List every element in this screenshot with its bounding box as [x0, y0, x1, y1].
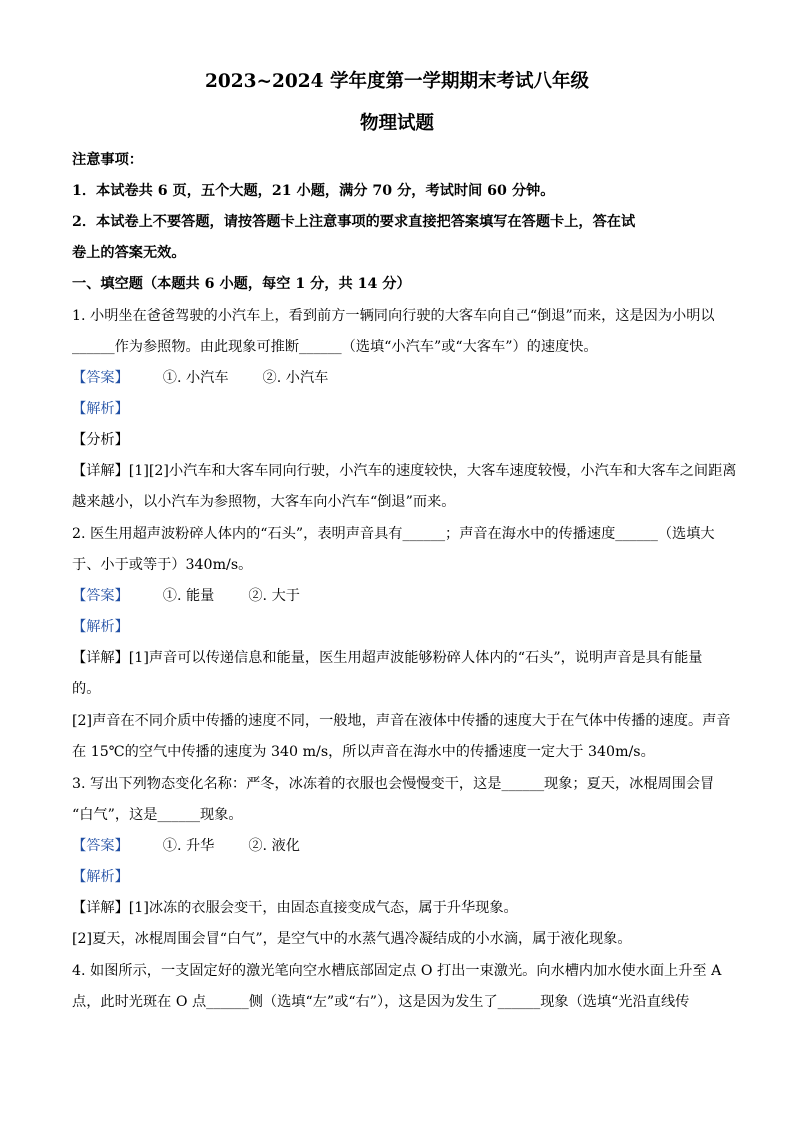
q3-answer-1: ①. 升华 — [162, 838, 215, 854]
q3-answer-2: ②. 液化 — [248, 838, 300, 854]
detail-tag: 【详解】 — [72, 900, 129, 916]
q2-detail-line-1 — [72, 648, 703, 668]
detail-tag: 【详解】 — [72, 463, 129, 479]
q1-answer-2: ②. 小汽车 — [262, 370, 329, 386]
section-1-heading: 一、填空题（本题共 6 小题，每空 1 分，共 14 分） — [72, 276, 411, 292]
q2-detail-line-4: 在 15℃的空气中传播的速度为 340 m/s，所以声音在海水中的传播速度一定大于 340m/s。 — [72, 744, 655, 760]
q2-answer-1: ①. 能量 — [162, 588, 215, 604]
q3-line-1: 3. 写出下列物态变化名称：严冬，冰冻着的衣服也会慢慢变干，这是______现象；夏天，冰棍周围会冒 — [72, 776, 715, 792]
q2-answer-row — [72, 586, 300, 606]
notice-item-1: 1．本试卷共 6 页，五个大题，21 小题，满分 70 分，考试时间 60 分钟。 — [72, 183, 555, 199]
detail-tag: 【详解】 — [72, 650, 129, 666]
exam-title: 2023~2024 学年度第一学期期末考试八年级 — [205, 71, 589, 92]
analysis-tag: 【解析】 — [72, 619, 129, 635]
q1-answer-row — [72, 368, 328, 388]
q3-detail-line-1 — [72, 898, 518, 918]
exam-subtitle: 物理试题 — [359, 113, 434, 134]
answer-tag: 【答案】 — [72, 838, 129, 854]
q4-line-1: 4. 如图所示，一支固定好的激光笔向空水槽底部固定点 O 打出一束激光。向水槽内加水使水面上升至 A — [72, 963, 722, 979]
q1-detail-line-1 — [72, 461, 736, 481]
q4-line-2: 点，此时光斑在 O 点______侧（选填“左”或“右”），这是因为发生了______现象（选填“光沿直线传 — [72, 994, 690, 1010]
fenxi-tag: 【分析】 — [72, 432, 129, 448]
answer-tag: 【答案】 — [72, 370, 129, 386]
q3-detail-line-2: [2]夏天，冰棍周围会冒“白气”，是空气中的水蒸气遇冷凝结成的小水滴，属于液化现象。 — [72, 931, 632, 947]
notice-item-2-line2: 卷上的答案无效。 — [72, 245, 186, 261]
q3-line-2: “白气”，这是______现象。 — [72, 807, 243, 823]
q3-answer-row — [72, 836, 300, 856]
q2-line-2: 于、小于或等于）340m/s。 — [72, 557, 253, 573]
q2-detail-line-3: [2]声音在不同介质中传播的速度不同，一般地，声音在液体中传播的速度大于在气体中传播的速度。声音 — [72, 713, 731, 729]
q1-detail-text: [1][2]小汽车和大客车同向行驶，小汽车的速度较快，大客车速度较慢，小汽车和大客车之间距离 — [128, 463, 737, 479]
q3-detail-text: [1]冰冻的衣服会变干，由固态直接变成气态，属于升华现象。 — [128, 900, 518, 916]
analysis-tag: 【解析】 — [72, 869, 129, 885]
q1-line-2: ______作为参照物。由此现象可推断______（选填“小汽车”或“大客车”）的速度快。 — [72, 339, 598, 355]
notice-heading: 注意事项： — [72, 152, 143, 168]
analysis-tag: 【解析】 — [72, 401, 129, 417]
answer-tag: 【答案】 — [72, 588, 129, 604]
q2-detail-text: [1]声音可以传递信息和能量，医生用超声波能够粉碎人体内的“石头”，说明声音是具有能量 — [128, 650, 703, 666]
q2-line-1: 2. 医生用超声波粉碎人体内的“石头”，表明声音具有______；声音在海水中的传播速度______（选填大 — [72, 526, 715, 542]
q1-answer-1: ①. 小汽车 — [162, 370, 229, 386]
q2-answer-2: ②. 大于 — [248, 588, 300, 604]
notice-item-2-line1: 2．本试卷上不要答题，请按答题卡上注意事项的要求直接把答案填写在答题卡上，答在试 — [72, 214, 636, 230]
q2-detail-line-2: 的。 — [72, 681, 101, 697]
q1-line-1: 1. 小明坐在爸爸驾驶的小汽车上，看到前方一辆同向行驶的大客车向自己“倒退”而来，这是因为小明以 — [72, 308, 715, 324]
q1-detail-line-2: 越来越小，以小汽车为参照物，大客车向小汽车“倒退”而来。 — [72, 494, 456, 510]
